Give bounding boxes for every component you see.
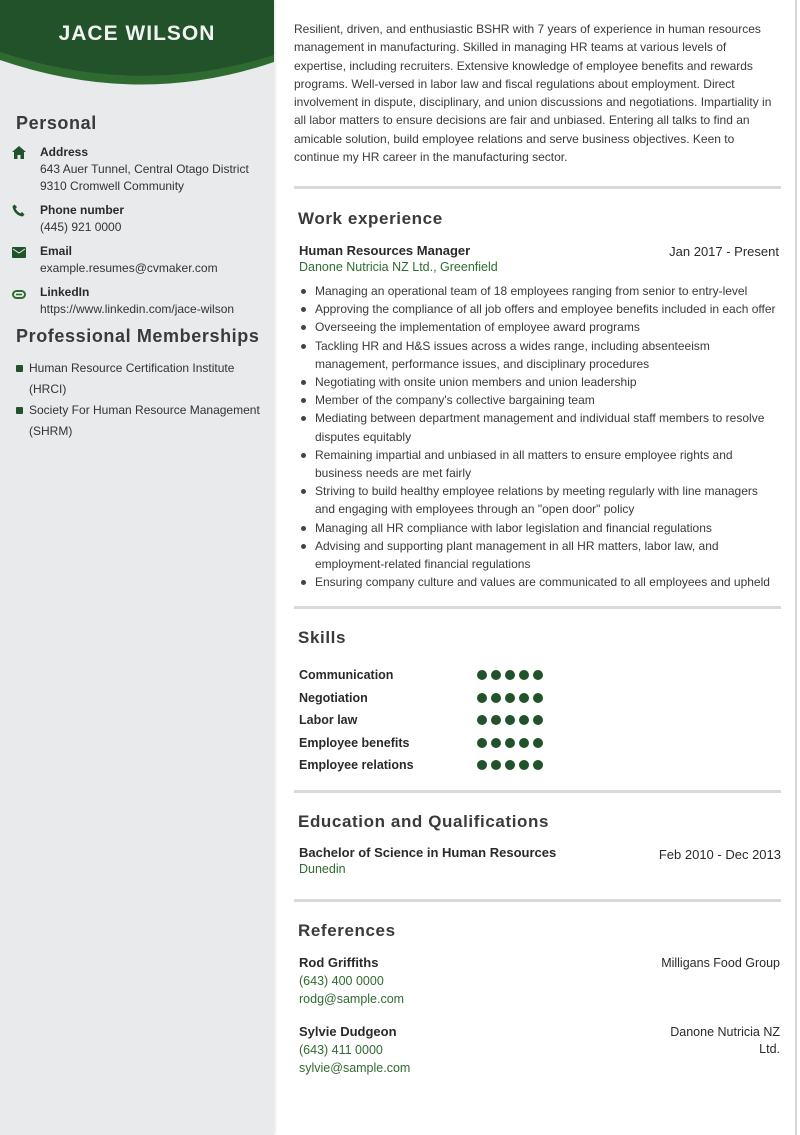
section-divider [294, 899, 781, 902]
skill-row: Negotiation [299, 687, 599, 710]
section-divider [294, 606, 781, 609]
reference-company: Milligans Food Group [661, 956, 780, 970]
memberships-section-title: Professional Memberships [16, 326, 260, 346]
sidebar [0, 0, 274, 1135]
education-date: Feb 2010 - Dec 2013 [658, 847, 781, 862]
skill-rating-dots-icon [477, 738, 543, 748]
membership-item: Society For Human Resource Management (SHRM) [16, 400, 268, 442]
skill-row: Employee relations [299, 754, 599, 777]
header-curve-shape [0, 0, 274, 92]
address-label: Address [40, 145, 89, 159]
job-bullets [298, 282, 778, 591]
link-icon [12, 284, 40, 318]
email-icon [12, 243, 40, 277]
job-bullet: Ensuring company culture and values are communicated to all employees and upheld [298, 573, 778, 591]
section-divider [294, 186, 781, 189]
skills-section-title: Skills [298, 628, 347, 647]
reference-name: Rod Griffiths [299, 955, 379, 970]
skills-list [299, 664, 599, 777]
contact-email [12, 243, 267, 277]
phone-label: Phone number [40, 203, 125, 217]
job-bullet: Negotiating with onsite union members and union leadership [298, 373, 778, 391]
linkedin-url[interactable]: https://www.linkedin.com/jace-wilson [40, 302, 235, 316]
page-right-edge [795, 0, 797, 1135]
personal-contact-list [12, 144, 267, 325]
reference-item [299, 954, 780, 1008]
membership-item: Human Resource Certification Institute (HRCI) [16, 358, 268, 400]
candidate-name: JACE WILSON [58, 22, 216, 45]
linkedin-label: LinkedIn [40, 285, 90, 299]
reference-email[interactable]: sylvie@sample.com [299, 1061, 411, 1075]
skill-row: Employee benefits [299, 732, 599, 755]
section-divider [294, 790, 781, 793]
job-bullet: Mediating between department management and individual staff members to resolve disputes equitably [298, 409, 778, 445]
email-label: Email [40, 244, 73, 258]
skill-rating-dots-icon [477, 760, 543, 770]
job-bullet: Striving to build healthy employee relations by meeting regularly with line managers and engaging with employees through an "open door" policy [298, 482, 778, 518]
job-bullet: Remaining impartial and unbiased in all matters to ensure employee rights and business needs are met fairly [298, 446, 778, 482]
education-section-title: Education and Qualifications [298, 812, 550, 831]
skill-rating-dots-icon [477, 715, 543, 725]
skill-row: Labor law [299, 709, 599, 732]
job-bullet: Member of the company's collective bargaining team [298, 391, 778, 409]
reference-phone[interactable]: (643) 411 0000 [299, 1043, 383, 1057]
phone-icon [12, 202, 40, 236]
personal-section-title: Personal [16, 113, 97, 133]
job-bullet: Managing an operational team of 18 employees ranging from senior to entry-level [298, 282, 778, 300]
square-bullet-icon [16, 407, 23, 414]
contact-address [12, 144, 267, 195]
memberships-list [16, 358, 268, 442]
contact-linkedin [12, 284, 267, 318]
reference-phone[interactable]: (643) 400 0000 [299, 974, 384, 988]
skill-row: Communication [299, 664, 599, 687]
reference-email[interactable]: rodg@sample.com [299, 992, 405, 1006]
email-value[interactable]: example.resumes@cvmaker.com [40, 261, 218, 275]
skill-rating-dots-icon [477, 670, 543, 680]
job-date: Jan 2017 - Present [669, 244, 779, 259]
phone-value[interactable]: (445) 921 0000 [40, 220, 122, 234]
education-place: Dunedin [299, 862, 346, 876]
job-company: Danone Nutricia NZ Ltd., Greenfield [299, 260, 498, 274]
references-section-title: References [298, 921, 396, 940]
work-section-title: Work experience [298, 209, 443, 228]
address-line-1: 643 Auer Tunnel, Central Otago District [40, 162, 249, 176]
contact-phone [12, 202, 267, 236]
reference-item [299, 1023, 780, 1077]
job-bullet: Tackling HR and H&S issues across a wides range, including absenteeism management, performance issues, and disciplinary procedures [298, 337, 778, 373]
name-header [0, 0, 274, 92]
education-degree: Bachelor of Science in Human Resources [299, 845, 557, 860]
address-line-2: 9310 Cromwell Community [40, 179, 185, 193]
square-bullet-icon [16, 365, 23, 372]
home-icon [12, 144, 40, 195]
reference-name: Sylvie Dudgeon [299, 1024, 397, 1039]
job-bullet: Approving the compliance of all job offers and employee benefits included in each offer [298, 300, 778, 318]
profile-summary: Resilient, driven, and enthusiastic BSHR with 7 years of experience in human resources management in manufacturing. Skilled in managing HR teams at various levels of expertise, including recruiters. Extensive knowledge of employee benefits and rewards programs. Well-versed in labor law and fiscal regulations about employment. Direct involvement in dispute, disciplinary, and union discussions and negotiations. Impartiality in all labor matters to ensure decisions are fair and unbiased. Entering all talks to find an amicable solution, build employee relations and serve business objectives. Keen to continue my HR career in the manufacturing sector. [294, 22, 772, 165]
job-bullet: Overseeing the implementation of employee award programs [298, 318, 778, 336]
reference-company: Danone Nutricia NZ Ltd. [670, 1025, 780, 1056]
skill-rating-dots-icon [477, 693, 543, 703]
job-bullet: Managing all HR compliance with labor legislation and financial regulations [298, 519, 778, 537]
job-bullet: Advising and supporting plant management in all HR matters, labor law, and employment-related financial regulations [298, 537, 778, 573]
job-title: Human Resources Manager [299, 243, 471, 258]
